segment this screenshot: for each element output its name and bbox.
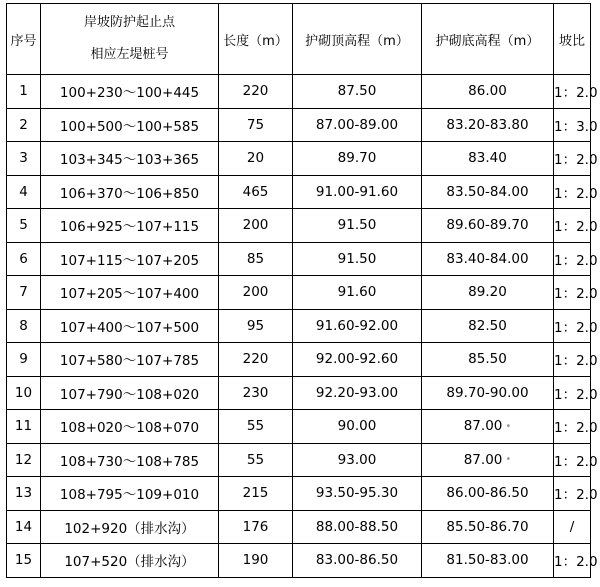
header-range [41,4,219,75]
bullet-mark: • [505,420,512,432]
table-row [7,209,591,243]
cell-bottom-elevation [422,108,554,142]
cell-slope: 1：2.0 [554,477,591,511]
cell-range: 107+115～107+205 [41,242,219,276]
bottom-elevation-value: 87.00 [463,451,503,468]
table-row [7,544,591,578]
table-row [7,242,591,276]
header-bottom-elevation: 护砌底高程（m） [422,4,554,75]
cell-length: 220 [219,75,293,109]
cell-bottom-elevation [422,376,554,410]
cell-range: 106+370～106+850 [41,175,219,209]
cell-range: 108+730～108+785 [41,443,219,477]
table-row [7,276,591,310]
cell-length: 55 [219,410,293,444]
table-row [7,142,591,176]
cell-slope: 1：2.0 [554,544,591,578]
cell-bottom-elevation [422,477,554,511]
cell-index: 6 [7,242,41,276]
cell-top-elevation: 90.00 [293,410,422,444]
bottom-elevation-value: 87.00 [463,418,503,435]
table-body [7,75,598,578]
cell-range: 100+230～100+445 [41,75,219,109]
table-row [7,343,591,377]
cell-top-elevation: 92.20-93.00 [293,376,422,410]
header-range-line2: 相应左堤桩号 [90,47,169,62]
cell-index: 8 [7,309,41,343]
cell-bottom-elevation [422,276,554,310]
cell-bottom-elevation [422,343,554,377]
cell-bottom-elevation [422,443,554,477]
cell-index: 5 [7,209,41,243]
cell-slope: 1：2.0 [554,410,591,444]
header-index: 序号 [7,4,41,75]
cell-slope: 1：2.0 [554,443,591,477]
cell-length: 220 [219,343,293,377]
bottom-elevation-value: 83.40 [468,150,507,167]
cell-length: 200 [219,209,293,243]
cell-slope: 1：2.0 [554,376,591,410]
cell-bottom-elevation [422,242,554,276]
table-row [7,175,591,209]
cell-range: 107+520（排水沟） [41,544,219,578]
cell-bottom-elevation [422,544,554,578]
cell-length: 200 [219,276,293,310]
cell-index: 15 [7,544,41,578]
header-range-line1: 岸坡防护起止点 [83,15,175,30]
cell-bottom-elevation [422,142,554,176]
bottom-elevation-value: 89.20 [468,284,507,301]
bottom-elevation-value: 82.50 [468,317,507,334]
cell-range: 107+580～107+785 [41,343,219,377]
bottom-elevation-value: 85.50-86.70 [446,518,529,535]
cell-top-elevation: 91.50 [293,209,422,243]
bottom-elevation-value: 89.70-90.00 [446,384,529,401]
cell-range: 107+790～108+020 [41,376,219,410]
cell-slope: 1：2.0 [554,142,591,176]
cell-length: 85 [219,242,293,276]
cell-slope: / [554,510,591,544]
cell-top-elevation: 83.00-86.50 [293,544,422,578]
cell-index: 13 [7,477,41,511]
cell-length: 465 [219,175,293,209]
cell-top-elevation: 91.60-92.00 [293,309,422,343]
cell-range: 107+205～107+400 [41,276,219,310]
cell-top-elevation: 91.60 [293,276,422,310]
cell-index: 4 [7,175,41,209]
cell-index: 12 [7,443,41,477]
cell-index: 14 [7,510,41,544]
cell-range: 108+795～109+010 [41,477,219,511]
cell-length: 75 [219,108,293,142]
cell-index: 11 [7,410,41,444]
cell-bottom-elevation [422,209,554,243]
cell-length: 95 [219,309,293,343]
cell-length: 215 [219,477,293,511]
bottom-elevation-value: 83.20-83.80 [446,116,529,133]
cell-slope: 1：2.0 [554,309,591,343]
cell-slope: 1：2.0 [554,75,591,109]
cell-slope: 1：3.0 [554,108,591,142]
cell-index: 7 [7,276,41,310]
cell-index: 2 [7,108,41,142]
bottom-elevation-value: 86.00-86.50 [446,485,529,502]
table-row [7,309,591,343]
cell-index: 1 [7,75,41,109]
cell-range: 102+920（排水沟） [41,510,219,544]
slope-protection-table [6,3,598,578]
table-row [7,75,591,109]
bottom-elevation-value: 86.00 [468,83,507,100]
cell-range: 107+400～107+500 [41,309,219,343]
cell-top-elevation: 93.50-95.30 [293,477,422,511]
table-row [7,477,591,511]
cell-slope: 1：2.0 [554,343,591,377]
header-slope: 坡比 [554,4,591,75]
table-row [7,443,591,477]
bottom-elevation-value: 89.60-89.70 [446,217,529,234]
cell-length: 230 [219,376,293,410]
cell-length: 176 [219,510,293,544]
bottom-elevation-value: 83.40-84.00 [446,250,529,267]
bullet-mark: • [505,454,512,466]
cell-range: 106+925～107+115 [41,209,219,243]
cell-top-elevation: 89.70 [293,142,422,176]
cell-length: 190 [219,544,293,578]
header-row [7,4,591,75]
cell-length: 55 [219,443,293,477]
cell-top-elevation: 92.00-92.60 [293,343,422,377]
cell-bottom-elevation [422,309,554,343]
bottom-elevation-value: 81.50-83.00 [446,552,529,569]
bottom-elevation-value: 85.50 [468,351,507,368]
cell-bottom-elevation [422,510,554,544]
cell-slope: 1：2.0 [554,209,591,243]
table-row [7,376,591,410]
header-top-elevation: 护砌顶高程（m） [293,4,422,75]
table-row [7,108,591,142]
cell-top-elevation: 93.00 [293,443,422,477]
cell-top-elevation: 88.00-88.50 [293,510,422,544]
slope-protection-table-container [6,3,598,578]
bottom-elevation-value: 83.50-84.00 [446,183,529,200]
cell-bottom-elevation [422,75,554,109]
table-row [7,410,591,444]
cell-index: 9 [7,343,41,377]
cell-index: 3 [7,142,41,176]
cell-bottom-elevation [422,410,554,444]
cell-slope: 1：2.0 [554,175,591,209]
table-row [7,510,591,544]
cell-top-elevation: 87.50 [293,75,422,109]
cell-top-elevation: 87.00-89.00 [293,108,422,142]
cell-top-elevation: 91.00-91.60 [293,175,422,209]
cell-top-elevation: 91.50 [293,242,422,276]
cell-slope: 1：2.0 [554,242,591,276]
cell-range: 100+500～100+585 [41,108,219,142]
cell-slope: 1：2.0 [554,276,591,310]
cell-index: 10 [7,376,41,410]
cell-length: 20 [219,142,293,176]
header-length: 长度（m） [219,4,293,75]
cell-range: 108+020～108+070 [41,410,219,444]
cell-range: 103+345～103+365 [41,142,219,176]
cell-bottom-elevation [422,175,554,209]
